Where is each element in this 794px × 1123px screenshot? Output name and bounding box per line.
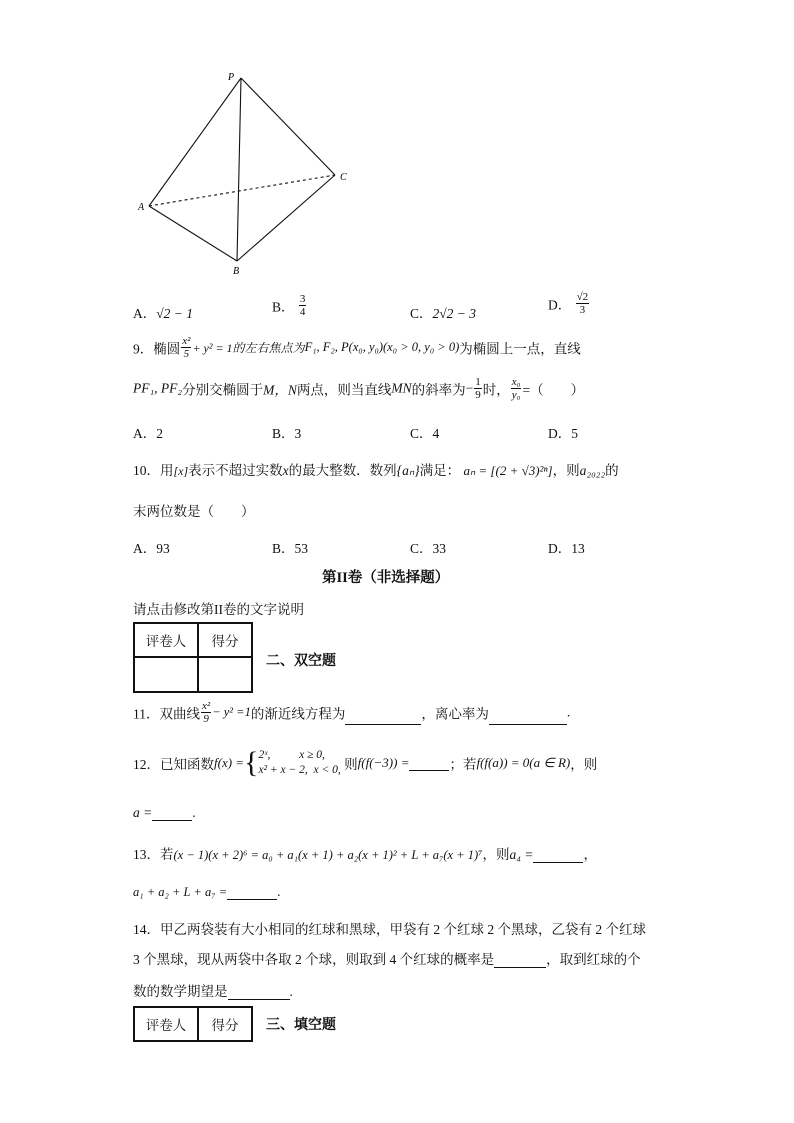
edge-AB (149, 206, 237, 261)
q8-option-c-value: 2√2 − 3 (432, 306, 477, 321)
q8-option-a-value: √2 − 1 (156, 306, 194, 321)
label-A: A (138, 202, 145, 213)
part2-title: 第II卷（非选择题） (322, 570, 450, 586)
edge-PC (241, 78, 335, 175)
edge-AC-dashed (149, 175, 335, 206)
q12-blank-a (152, 806, 192, 821)
q9-line2: PF₁, PF₂分别交椭圆于M，N两点，则当直线MN的斜率为− $\frac{1}{9}$ 时， $\frac{\text{x₀}}{\text{y₀}}$ =（ ） (133, 376, 585, 401)
q10-line1: 10．用[x]表示不超过实数x的最大整数．数列{aₙ}满足： aₙ = [(2 + √3)²ⁿ]，则a₂₀₂₂的 (133, 463, 619, 478)
score-table-1-score-cell (198, 657, 252, 692)
edge-PA (149, 78, 241, 206)
q12-line2: a = . (133, 805, 196, 820)
q14-line1: 14．甲乙两袋装有大小相同的红球和黑球，甲袋有 2 个红球 2 个黑球，乙袋有 2 个红球 (133, 922, 646, 937)
q9-line1: 9．椭圆 $\frac{\text{x²}}{5}$ + y² = 1的左右焦点为F₁, F₂, P(x₀, y₀)(x₀ > 0, y₀ > 0)为椭圆上一点，直线 (133, 335, 581, 360)
q10-option-b: B．53 (272, 541, 309, 556)
q14-blank-expectation (228, 985, 290, 1000)
q14-blank-probability (494, 953, 546, 968)
q11-blank-eccentricity (489, 710, 567, 725)
q9-option-c: C．4 (410, 426, 440, 441)
q9-option-d: D．5 (548, 426, 578, 441)
q11-blank-asymptote (345, 710, 421, 725)
label-B: B (233, 266, 240, 277)
q12-blank-ff (409, 756, 449, 771)
q10-option-c: C．33 (410, 541, 447, 556)
q13-line2: a₁ + a₂ + L + a₇ = . (133, 884, 281, 899)
q10-option-a: A．93 (133, 541, 170, 556)
q11: 11．双曲线 $\frac{\text{x²}}{9}$ − y² =1的渐近线方程为 ，离心率为 . (133, 700, 571, 725)
q14-line2: 3 个黑球，现从两袋中各取 2 个球，则取到 4 个红球的概率是 ，取到红球的个 (133, 952, 641, 967)
edge-BC (237, 175, 335, 261)
q13-line1: 13．若(x − 1)(x + 2)⁶ = a₀ + a₁(x + 1) + a₂(x + 1)² + L + a₇(x + 1)⁷，则a₄ = ， (133, 847, 597, 862)
q10-line2: 末两位数是（ ） (133, 504, 255, 519)
tetrahedron-figure (130, 68, 360, 283)
score-table-1 (133, 622, 253, 693)
score-table-1-header-score: 得分 (198, 623, 252, 657)
q9-option-b: B．3 (272, 426, 302, 441)
q9-option-a: A．2 (133, 426, 163, 441)
q8-option-d: D． $\frac{√2}{3}$ (548, 291, 589, 316)
section-two-title: 二、双空题 (266, 654, 336, 669)
label-P: P (228, 72, 235, 83)
score-table-2-header-score: 得分 (198, 1007, 252, 1041)
score-table-2 (133, 1006, 253, 1042)
q8-option-c: C．2√2 − 3 (410, 306, 477, 321)
score-table-1-grader-cell (134, 657, 198, 692)
label-C: C (340, 172, 347, 183)
q14-line3: 数的数学期望是 . (133, 984, 293, 999)
part2-note: 请点击修改第II卷的文字说明 (133, 602, 304, 617)
score-table-2-header-grader: 评卷人 (134, 1007, 198, 1041)
q8-option-b: B． $\frac{3}{4}$ (272, 293, 306, 318)
q8-option-a: A．√2 − 1 (133, 306, 194, 321)
edge-PB (237, 78, 241, 261)
section-three-title: 三、填空题 (266, 1018, 336, 1033)
q10-option-d: D．13 (548, 541, 585, 556)
q13-blank-sum (227, 885, 277, 900)
score-table-1-header-grader: 评卷人 (134, 623, 198, 657)
q13-blank-a4 (533, 848, 583, 863)
q12-line1: 12．已知函数f(x) ={2ˣ, x ≥ 0, x² + x − 2, x < 0, 则f(f(−3)) = ；若f(f(a)) = 0(a ∈ R)，则 (133, 746, 598, 779)
